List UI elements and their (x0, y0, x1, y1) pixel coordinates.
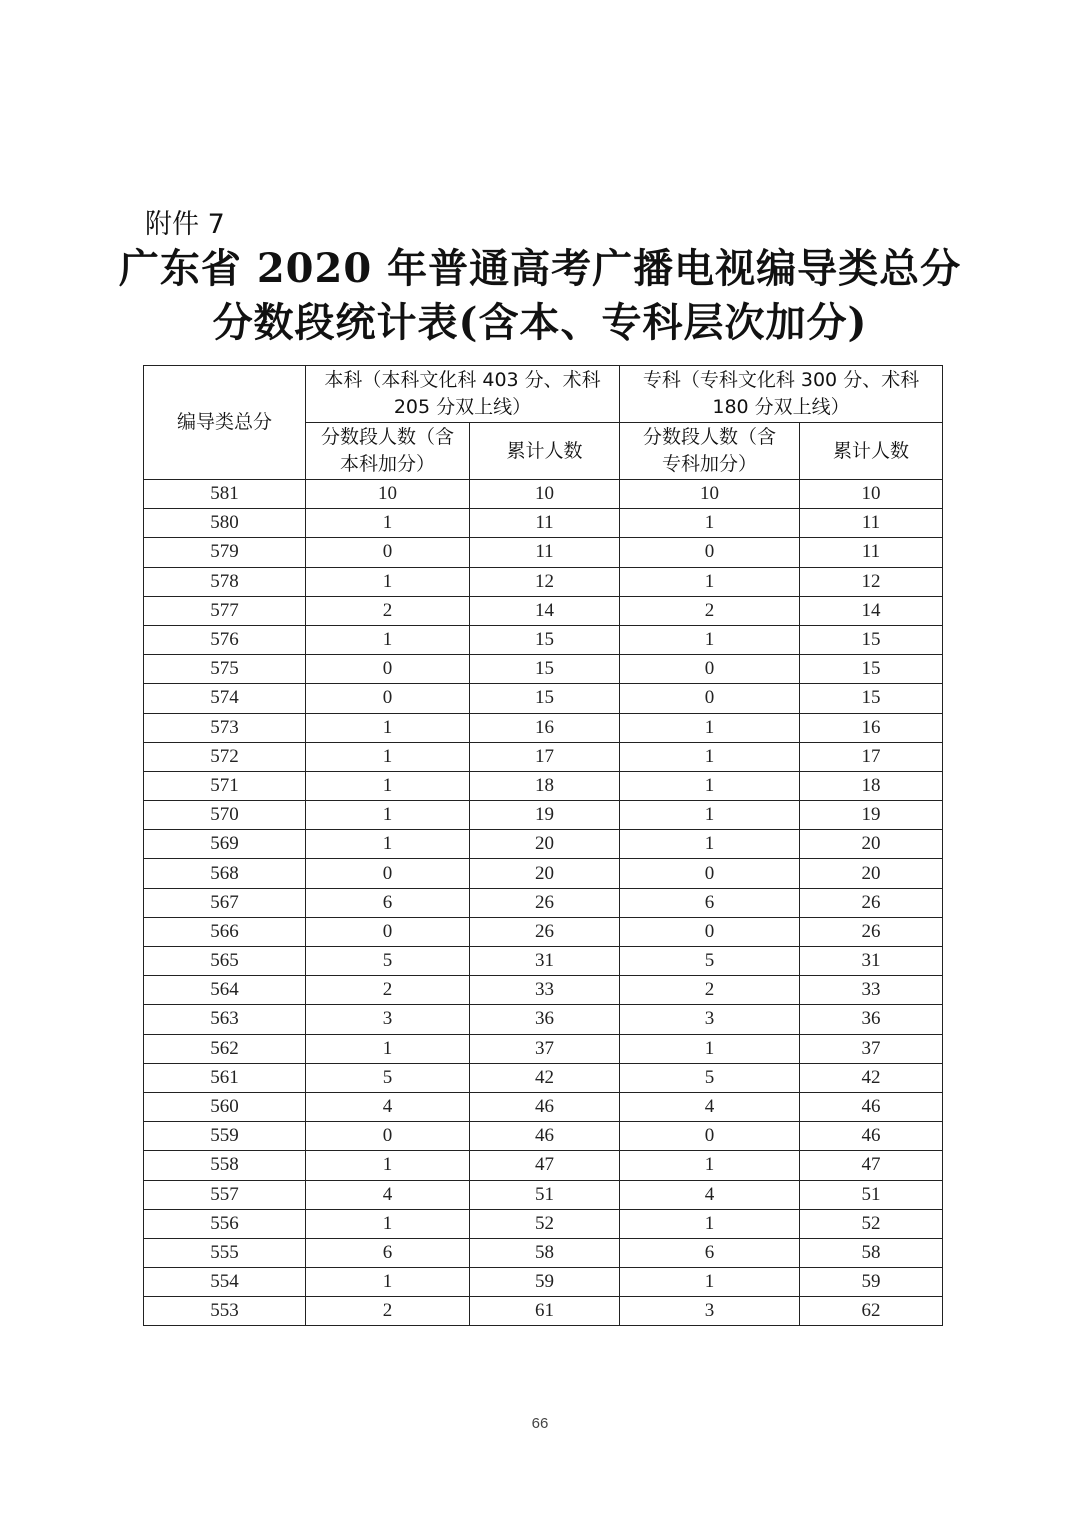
table-row (144, 1268, 943, 1297)
bk-cumulative-cell: 58 (470, 1238, 620, 1267)
bk-segment-cell: 5 (306, 1063, 470, 1092)
table-row (144, 947, 943, 976)
table-row (144, 480, 943, 509)
score-cell: 566 (144, 917, 306, 946)
table-row (144, 1005, 943, 1034)
bk-segment-cell: 1 (306, 567, 470, 596)
table-row (144, 684, 943, 713)
bk-cumulative-cell: 52 (470, 1209, 620, 1238)
table-row (144, 976, 943, 1005)
table-row (144, 538, 943, 567)
score-cell: 575 (144, 655, 306, 684)
header-group-undergraduate: 本科（本科文化科 403 分、术科 205 分双上线） (306, 366, 620, 423)
zk-segment-cell: 5 (620, 947, 800, 976)
bk-cumulative-cell: 14 (470, 596, 620, 625)
bk-cumulative-cell: 47 (470, 1151, 620, 1180)
table-row (144, 1122, 943, 1151)
zk-cumulative-cell: 15 (800, 655, 943, 684)
score-cell: 570 (144, 801, 306, 830)
bk-cumulative-cell: 16 (470, 713, 620, 742)
zk-cumulative-cell: 11 (800, 538, 943, 567)
zk-cumulative-cell: 12 (800, 567, 943, 596)
table-row (144, 1063, 943, 1092)
table-row (144, 1092, 943, 1121)
table-row (144, 1151, 943, 1180)
zk-segment-cell: 1 (620, 625, 800, 654)
table-row (144, 742, 943, 771)
bk-segment-cell: 10 (306, 480, 470, 509)
score-distribution-table (143, 365, 943, 1326)
bk-cumulative-cell: 61 (470, 1297, 620, 1326)
score-cell: 565 (144, 947, 306, 976)
zk-segment-cell: 3 (620, 1297, 800, 1326)
header-bk-cumulative: 累计人数 (470, 423, 620, 480)
bk-segment-cell: 1 (306, 801, 470, 830)
zk-segment-cell: 1 (620, 801, 800, 830)
zk-cumulative-cell: 19 (800, 801, 943, 830)
zk-segment-cell: 4 (620, 1180, 800, 1209)
bk-segment-cell: 1 (306, 1034, 470, 1063)
zk-segment-cell: 6 (620, 1238, 800, 1267)
bk-cumulative-cell: 15 (470, 684, 620, 713)
table-row (144, 888, 943, 917)
table-row (144, 771, 943, 800)
zk-cumulative-cell: 52 (800, 1209, 943, 1238)
bk-cumulative-cell: 46 (470, 1092, 620, 1121)
zk-cumulative-cell: 37 (800, 1034, 943, 1063)
bk-segment-cell: 2 (306, 596, 470, 625)
bk-segment-cell: 5 (306, 947, 470, 976)
bk-segment-cell: 1 (306, 713, 470, 742)
bk-cumulative-cell: 18 (470, 771, 620, 800)
bk-cumulative-cell: 42 (470, 1063, 620, 1092)
table-row (144, 596, 943, 625)
bk-cumulative-cell: 20 (470, 859, 620, 888)
zk-cumulative-cell: 33 (800, 976, 943, 1005)
zk-cumulative-cell: 26 (800, 917, 943, 946)
zk-cumulative-cell: 17 (800, 742, 943, 771)
bk-cumulative-cell: 20 (470, 830, 620, 859)
zk-cumulative-cell: 15 (800, 625, 943, 654)
zk-segment-cell: 10 (620, 480, 800, 509)
zk-segment-cell: 6 (620, 888, 800, 917)
table-body (144, 480, 943, 1326)
zk-segment-cell: 1 (620, 567, 800, 596)
bk-segment-cell: 1 (306, 625, 470, 654)
zk-cumulative-cell: 51 (800, 1180, 943, 1209)
bk-segment-cell: 1 (306, 1151, 470, 1180)
zk-cumulative-cell: 20 (800, 859, 943, 888)
bk-cumulative-cell: 26 (470, 888, 620, 917)
bk-segment-cell: 1 (306, 1209, 470, 1238)
document-title-line1: 广东省 2020 年普通高考广播电视编导类总分 (118, 245, 962, 292)
zk-segment-cell: 1 (620, 1034, 800, 1063)
zk-segment-cell: 2 (620, 596, 800, 625)
bk-cumulative-cell: 37 (470, 1034, 620, 1063)
table-row (144, 655, 943, 684)
score-cell: 554 (144, 1268, 306, 1297)
bk-cumulative-cell: 26 (470, 917, 620, 946)
header-bk-segment-count: 分数段人数（含本科加分） (306, 423, 470, 480)
bk-cumulative-cell: 36 (470, 1005, 620, 1034)
zk-segment-cell: 5 (620, 1063, 800, 1092)
score-cell: 556 (144, 1209, 306, 1238)
zk-segment-cell: 3 (620, 1005, 800, 1034)
score-cell: 558 (144, 1151, 306, 1180)
zk-cumulative-cell: 20 (800, 830, 943, 859)
zk-segment-cell: 0 (620, 1122, 800, 1151)
score-cell: 553 (144, 1297, 306, 1326)
score-cell: 569 (144, 830, 306, 859)
table-row (144, 859, 943, 888)
bk-segment-cell: 1 (306, 742, 470, 771)
bk-segment-cell: 6 (306, 1238, 470, 1267)
bk-cumulative-cell: 15 (470, 625, 620, 654)
bk-segment-cell: 2 (306, 1297, 470, 1326)
zk-segment-cell: 1 (620, 713, 800, 742)
document-title-line2: 分数段统计表(含本、专科层次加分) (212, 299, 868, 346)
bk-segment-cell: 0 (306, 917, 470, 946)
zk-segment-cell: 0 (620, 859, 800, 888)
bk-cumulative-cell: 11 (470, 509, 620, 538)
zk-cumulative-cell: 10 (800, 480, 943, 509)
zk-cumulative-cell: 62 (800, 1297, 943, 1326)
score-cell: 571 (144, 771, 306, 800)
attachment-label: 附件 7 (145, 209, 225, 240)
bk-cumulative-cell: 31 (470, 947, 620, 976)
score-cell: 560 (144, 1092, 306, 1121)
table-row (144, 1209, 943, 1238)
zk-segment-cell: 0 (620, 655, 800, 684)
bk-segment-cell: 0 (306, 859, 470, 888)
bk-cumulative-cell: 10 (470, 480, 620, 509)
score-cell: 555 (144, 1238, 306, 1267)
bk-segment-cell: 1 (306, 771, 470, 800)
score-cell: 557 (144, 1180, 306, 1209)
zk-cumulative-cell: 31 (800, 947, 943, 976)
bk-segment-cell: 4 (306, 1092, 470, 1121)
table-row (144, 625, 943, 654)
zk-cumulative-cell: 59 (800, 1268, 943, 1297)
score-cell: 580 (144, 509, 306, 538)
score-cell: 574 (144, 684, 306, 713)
header-zk-segment-count: 分数段人数（含专科加分） (620, 423, 800, 480)
score-cell: 559 (144, 1122, 306, 1151)
table-row (144, 1238, 943, 1267)
zk-cumulative-cell: 46 (800, 1122, 943, 1151)
bk-segment-cell: 3 (306, 1005, 470, 1034)
bk-segment-cell: 1 (306, 509, 470, 538)
zk-segment-cell: 4 (620, 1092, 800, 1121)
score-cell: 567 (144, 888, 306, 917)
bk-cumulative-cell: 19 (470, 801, 620, 830)
score-cell: 562 (144, 1034, 306, 1063)
zk-cumulative-cell: 36 (800, 1005, 943, 1034)
zk-cumulative-cell: 11 (800, 509, 943, 538)
table-row (144, 1297, 943, 1326)
table-row (144, 509, 943, 538)
zk-cumulative-cell: 58 (800, 1238, 943, 1267)
zk-cumulative-cell: 47 (800, 1151, 943, 1180)
zk-cumulative-cell: 46 (800, 1092, 943, 1121)
zk-segment-cell: 2 (620, 976, 800, 1005)
header-group-junior-college: 专科（专科文化科 300 分、术科 180 分双上线） (620, 366, 943, 423)
score-cell: 581 (144, 480, 306, 509)
header-zk-cumulative: 累计人数 (800, 423, 943, 480)
zk-segment-cell: 1 (620, 830, 800, 859)
table-row (144, 917, 943, 946)
table-row (144, 801, 943, 830)
score-cell: 579 (144, 538, 306, 567)
zk-cumulative-cell: 14 (800, 596, 943, 625)
bk-cumulative-cell: 12 (470, 567, 620, 596)
page-number: 66 (531, 1415, 549, 1432)
zk-cumulative-cell: 18 (800, 771, 943, 800)
score-cell: 573 (144, 713, 306, 742)
zk-segment-cell: 1 (620, 1268, 800, 1297)
bk-segment-cell: 1 (306, 830, 470, 859)
bk-segment-cell: 4 (306, 1180, 470, 1209)
zk-segment-cell: 1 (620, 771, 800, 800)
score-cell: 577 (144, 596, 306, 625)
bk-segment-cell: 0 (306, 684, 470, 713)
table-row (144, 830, 943, 859)
bk-cumulative-cell: 11 (470, 538, 620, 567)
bk-segment-cell: 1 (306, 1268, 470, 1297)
zk-segment-cell: 0 (620, 917, 800, 946)
score-cell: 576 (144, 625, 306, 654)
zk-segment-cell: 1 (620, 1151, 800, 1180)
zk-cumulative-cell: 16 (800, 713, 943, 742)
score-cell: 572 (144, 742, 306, 771)
score-cell: 578 (144, 567, 306, 596)
score-cell: 563 (144, 1005, 306, 1034)
score-cell: 568 (144, 859, 306, 888)
zk-cumulative-cell: 26 (800, 888, 943, 917)
zk-cumulative-cell: 42 (800, 1063, 943, 1092)
table-row (144, 1034, 943, 1063)
bk-segment-cell: 6 (306, 888, 470, 917)
score-cell: 561 (144, 1063, 306, 1092)
zk-segment-cell: 1 (620, 1209, 800, 1238)
zk-cumulative-cell: 15 (800, 684, 943, 713)
table-row (144, 713, 943, 742)
bk-segment-cell: 0 (306, 538, 470, 567)
header-total-score: 编导类总分 (144, 366, 306, 480)
zk-segment-cell: 0 (620, 538, 800, 567)
bk-cumulative-cell: 33 (470, 976, 620, 1005)
bk-cumulative-cell: 15 (470, 655, 620, 684)
bk-segment-cell: 0 (306, 1122, 470, 1151)
zk-segment-cell: 0 (620, 684, 800, 713)
zk-segment-cell: 1 (620, 509, 800, 538)
table-row (144, 567, 943, 596)
bk-cumulative-cell: 59 (470, 1268, 620, 1297)
bk-cumulative-cell: 51 (470, 1180, 620, 1209)
score-cell: 564 (144, 976, 306, 1005)
table-row (144, 1180, 943, 1209)
bk-cumulative-cell: 46 (470, 1122, 620, 1151)
bk-segment-cell: 0 (306, 655, 470, 684)
bk-cumulative-cell: 17 (470, 742, 620, 771)
zk-segment-cell: 1 (620, 742, 800, 771)
bk-segment-cell: 2 (306, 976, 470, 1005)
